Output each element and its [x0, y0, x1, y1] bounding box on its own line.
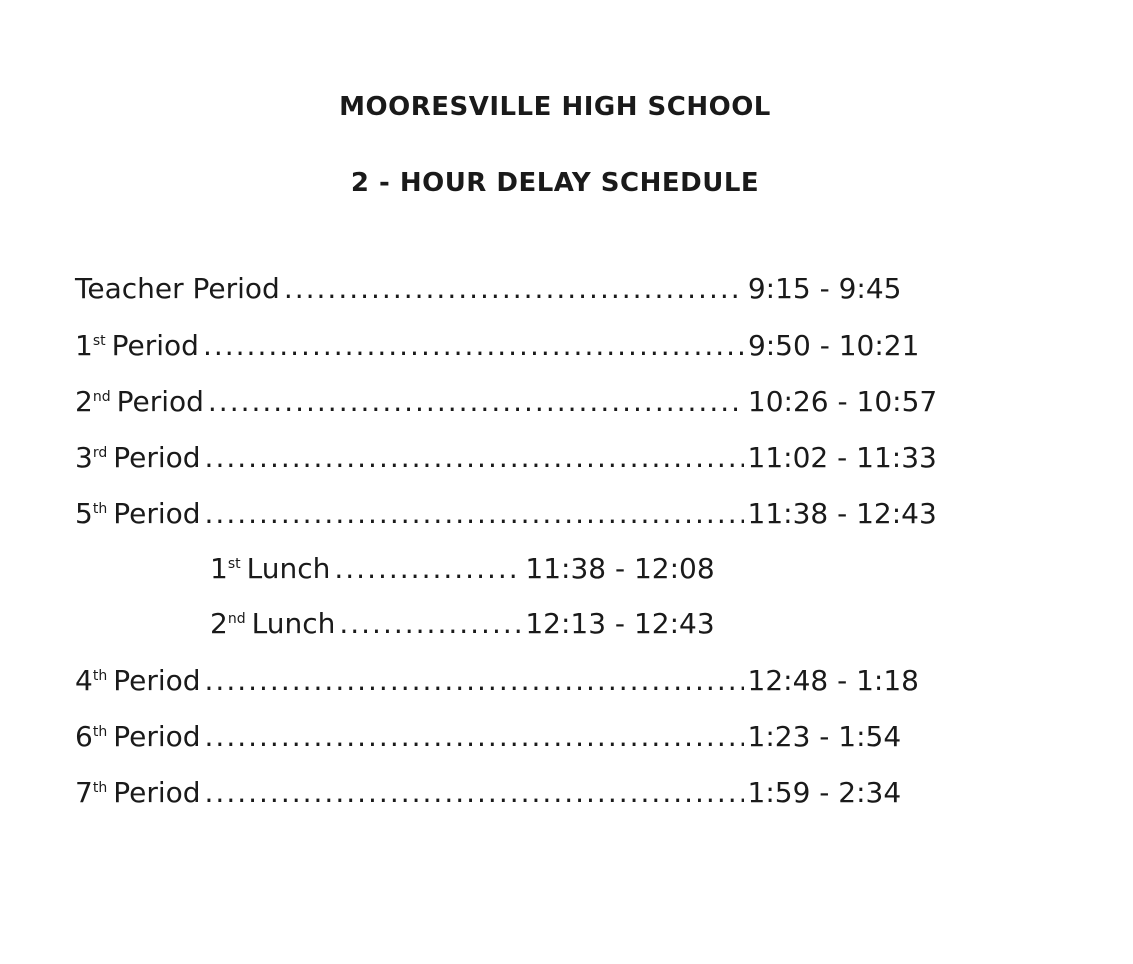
period-label: [75, 329, 199, 362]
dot-leader: [205, 441, 744, 474]
time-range: 9:50 - 10:21: [747, 329, 920, 362]
period-number: 6: [75, 720, 93, 753]
period-name: Period: [113, 664, 201, 697]
dot-leader: [284, 272, 744, 305]
dot-leader: [334, 552, 521, 585]
period-number: 3: [75, 441, 93, 474]
schedule-row: [75, 497, 975, 537]
dot-leader: [205, 776, 744, 809]
period-label: [75, 664, 201, 697]
dot-leader: [203, 329, 744, 362]
schedule-row: [75, 441, 975, 481]
schedule-row: [210, 552, 770, 592]
period-name: Period: [111, 329, 199, 362]
time-range: 10:26 - 10:57: [747, 385, 938, 418]
ordinal-suffix: th: [92, 501, 108, 517]
period-label: [75, 497, 201, 530]
dot-leader: [208, 385, 744, 418]
time-range: 1:23 - 1:54: [747, 720, 902, 753]
period-number: 2: [75, 385, 93, 418]
school-name: MOORESVILLE HIGH SCHOOL: [339, 92, 771, 122]
period-name: Period: [113, 776, 201, 809]
dot-leader: [205, 664, 744, 697]
ordinal-suffix: th: [92, 780, 108, 796]
ordinal-suffix: st: [92, 333, 106, 349]
period-label: [75, 776, 201, 809]
period-label: [210, 552, 330, 585]
dot-leader: [339, 607, 521, 640]
period-name: Lunch: [251, 607, 336, 640]
period-number: 5: [75, 497, 93, 530]
period-number: 1: [210, 552, 228, 585]
schedule-row: [75, 329, 975, 369]
period-label: [75, 441, 201, 474]
ordinal-suffix: rd: [92, 445, 108, 461]
period-label: [210, 607, 335, 640]
time-range: 11:38 - 12:08: [525, 552, 715, 585]
schedule-row: [75, 776, 975, 816]
period-number: 7: [75, 776, 93, 809]
period-number: 4: [75, 664, 93, 697]
schedule-title: 2 - HOUR DELAY SCHEDULE: [350, 168, 760, 198]
ordinal-suffix: nd: [92, 389, 111, 405]
dot-leader: [205, 720, 744, 753]
ordinal-suffix: nd: [227, 611, 246, 627]
time-range: 1:59 - 2:34: [747, 776, 902, 809]
period-name: Teacher Period: [75, 272, 280, 305]
schedule-row: [75, 272, 975, 312]
period-number: 1: [75, 329, 93, 362]
ordinal-suffix: st: [227, 556, 241, 572]
time-range: 11:38 - 12:43: [747, 497, 937, 530]
time-range: 11:02 - 11:33: [747, 441, 937, 474]
schedule-row: [75, 720, 975, 760]
dot-leader: [205, 497, 744, 530]
period-label: [75, 720, 201, 753]
ordinal-suffix: th: [92, 724, 108, 740]
period-name: Period: [113, 720, 201, 753]
period-label: [75, 272, 280, 305]
schedule-row: [75, 664, 975, 704]
schedule-row: [75, 385, 975, 425]
period-name: Period: [113, 441, 201, 474]
period-label: [75, 385, 204, 418]
time-range: 12:13 - 12:43: [525, 607, 715, 640]
schedule-row: [210, 607, 770, 647]
period-name: Period: [116, 385, 204, 418]
time-range: 12:48 - 1:18: [747, 664, 919, 697]
period-number: 2: [210, 607, 228, 640]
ordinal-suffix: th: [92, 668, 108, 684]
period-name: Lunch: [246, 552, 331, 585]
time-range: 9:15 - 9:45: [747, 272, 902, 305]
period-name: Period: [113, 497, 201, 530]
